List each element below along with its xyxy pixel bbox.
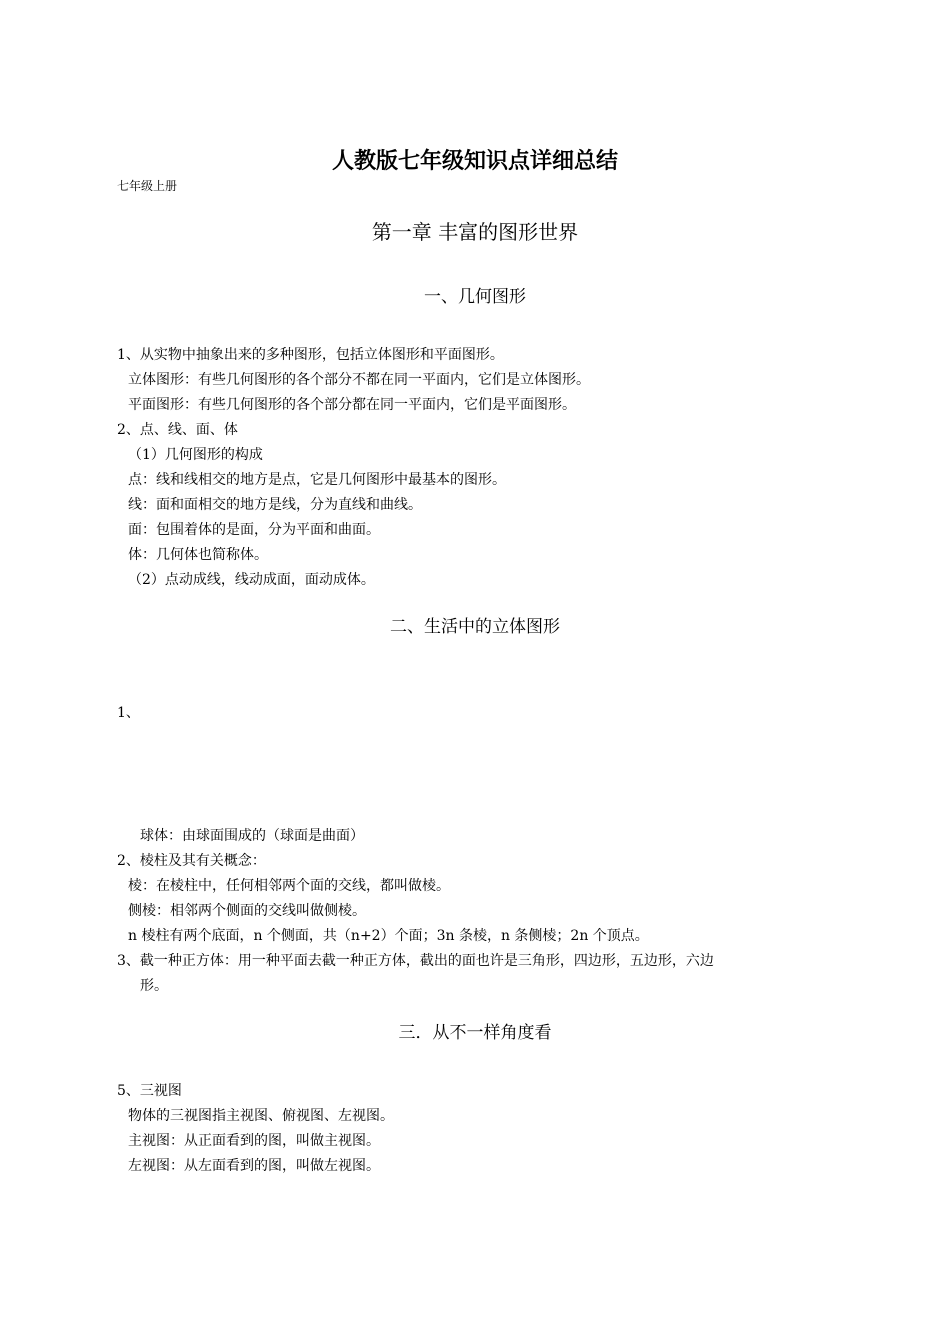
- paragraph-line: 1、从实物中抽象出来的多种图形，包括立体图形和平面图形。: [117, 347, 504, 363]
- section-heading-solid-figures: 二、生活中的立体图形: [390, 617, 560, 637]
- chapter-heading: 第一章 丰富的图形世界: [371, 220, 579, 244]
- section-heading-three-views: 三．从不一样角度看: [398, 1023, 552, 1043]
- paragraph-line: 物体的三视图指主视图、俯视图、左视图。: [128, 1108, 394, 1124]
- section-heading-geometric-figures: 一、几何图形: [424, 287, 526, 307]
- paragraph-line: n 棱柱有两个底面，n 个侧面，共（n+2）个面；3n 条棱，n 条侧棱；2n 个顶点。: [128, 928, 649, 944]
- paragraph-line: （2）点动成线，线动成面，面动成体。: [128, 572, 375, 588]
- paragraph-line: 3、截一种正方体：用一种平面去截一种正方体，截出的面也许是三角形，四边形，五边形，六边: [117, 953, 714, 969]
- paragraph-line: 2、点、线、面、体: [117, 422, 238, 438]
- paragraph-line: 1、: [117, 705, 140, 721]
- paragraph-line: 立体图形：有些几何图形的各个部分不都在同一平面内，它们是立体图形。: [128, 372, 590, 388]
- paragraph-line: 2、棱柱及其有关概念：: [117, 853, 266, 869]
- paragraph-line: 线：面和面相交的地方是线，分为直线和曲线。: [128, 497, 422, 513]
- paragraph-line: 面：包围着体的是面，分为平面和曲面。: [128, 522, 380, 538]
- paragraph-line: 形。: [140, 978, 168, 994]
- paragraph-line: 5、三视图: [117, 1083, 182, 1099]
- paragraph-line: 体：几何体也简称体。: [128, 547, 268, 563]
- paragraph-line: 主视图：从正面看到的图，叫做主视图。: [128, 1133, 380, 1149]
- grade-subtitle: 七年级上册: [117, 179, 178, 193]
- paragraph-line: 左视图：从左面看到的图，叫做左视图。: [128, 1158, 380, 1174]
- paragraph-line: 平面图形：有些几何图形的各个部分都在同一平面内，它们是平面图形。: [128, 397, 576, 413]
- document-title: 人教版七年级知识点详细总结: [331, 148, 618, 174]
- paragraph-line: 侧棱：相邻两个侧面的交线叫做侧棱。: [128, 903, 366, 919]
- paragraph-line: 棱：在棱柱中，任何相邻两个面的交线，都叫做棱。: [128, 878, 450, 894]
- paragraph-line: 球体：由球面围成的（球面是曲面）: [140, 828, 364, 844]
- paragraph-line: 点：线和线相交的地方是点，它是几何图形中最基本的图形。: [128, 472, 506, 488]
- paragraph-line: （1）几何图形的构成: [128, 447, 263, 463]
